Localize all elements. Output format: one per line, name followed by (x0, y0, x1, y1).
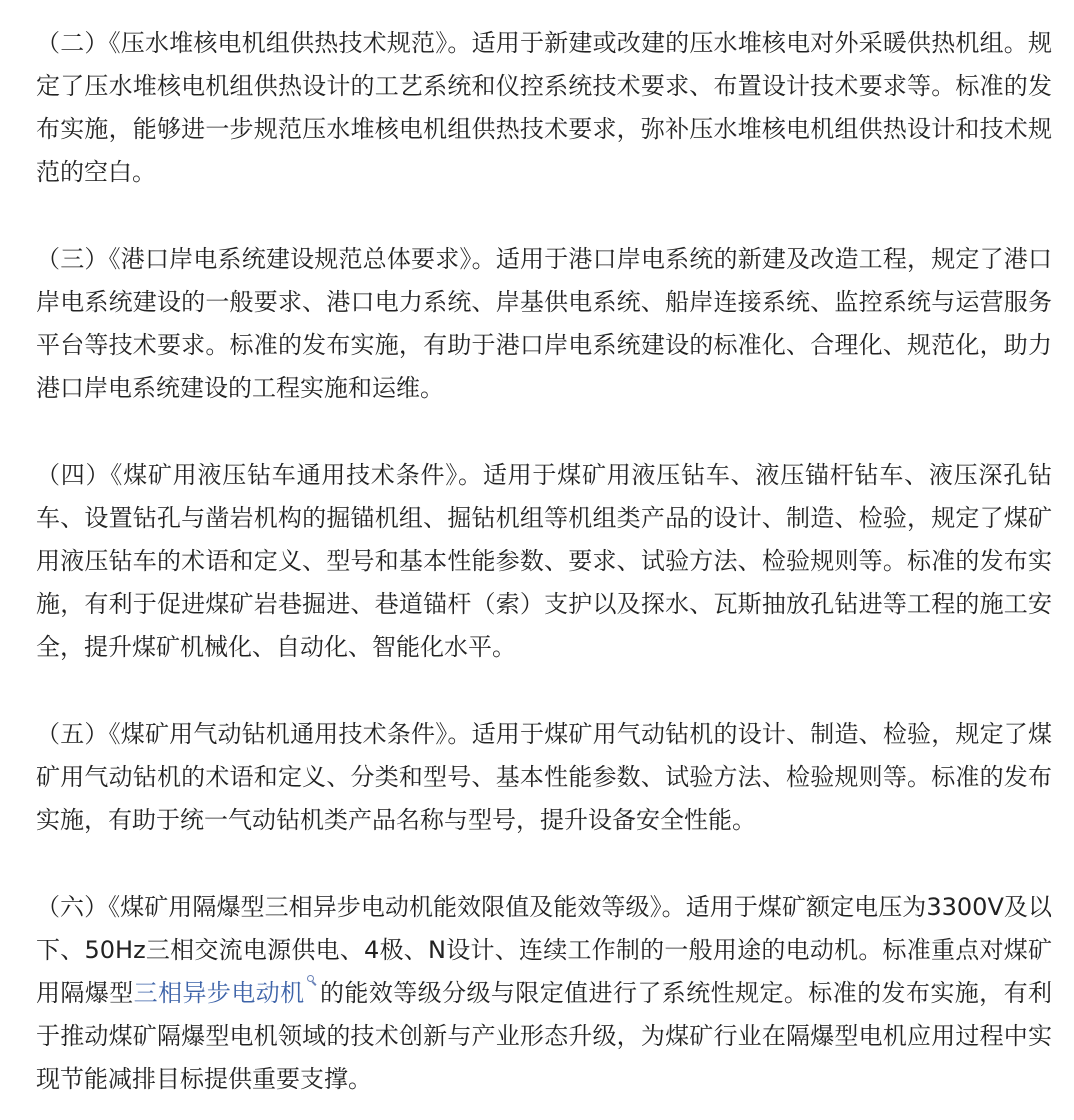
paragraph-standard-3: （三）《港口岸电系统建设规范总体要求》。适用于港口岸电系统的新建及改造工程，规定了港口岸电系统建设的一般要求、港口电力系统、岸基供电系统、船岸连接系统、监控系统与运营服务平台等技术要求。标准的发布实施，有助于港口岸电系统建设的标准化、合理化、规范化，助力港口岸电系统建设的工程实施和运维。 (36, 245, 1052, 402)
paragraph-standard-6 (36, 886, 1052, 1101)
paragraph-text-after-link: 的能效等级分级与限定值进行了系统性规定。标准的发布实施，有利于推动煤矿隔爆型电机领域的技术创新与产业形态升级，为煤矿行业在隔爆型电机应用过程中实现节能减排目标提供重要支撑。 (36, 979, 1053, 1093)
paragraph-standard-5: （五）《煤矿用气动钻机通用技术条件》。适用于煤矿用气动钻机的设计、制造、检验，规定了煤矿用气动钻机的术语和定义、分类和型号、基本性能参数、试验方法、检验规则等。标准的发布实施，有助于统一气动钻机类产品名称与型号，提升设备安全性能。 (36, 720, 1052, 834)
search-keyword-link-label[interactable]: 三相异步电动机 (133, 979, 305, 1007)
search-keyword-link[interactable] (134, 979, 320, 1007)
paragraph-standard-4: （四）《煤矿用液压钻车通用技术条件》。适用于煤矿用液压钻车、液压锚杆钻车、液压深孔钻车、设置钻孔与凿岩机构的掘锚机组、掘钻机组等机组类产品的设计、制造、检验，规定了煤矿用液压钻车的术语和定义、型号和基本性能参数、要求、试验方法、检验规则等。标准的发布实施，有利于促进煤矿岩巷掘进、巷道锚杆（索）支护以及探水、瓦斯抽放孔钻进等工程的施工安全，提升煤矿机械化、自动化、智能化水平。 (36, 461, 1052, 661)
article-body (36, 22, 1052, 1101)
search-icon[interactable] (307, 975, 318, 987)
paragraph-standard-2: （二）《压水堆核电机组供热技术规范》。适用于新建或改建的压水堆核电对外采暖供热机组。规定了压水堆核电机组供热设计的工艺系统和仪控系统技术要求、布置设计技术要求等。标准的发布实施，能够进一步规范压水堆核电机组供热技术要求，弥补压水堆核电机组供热设计和技术规范的空白。 (36, 29, 1052, 186)
paragraph-text-before-link: （六）《煤矿用隔爆型三相异步电动机能效限值及能效等级》。适用于煤矿额定电压为3300V及以下、50Hz三相交流电源供电、4极、N设计、连续工作制的一般用途的电动机。标准重点对煤矿用隔爆型 (36, 893, 1052, 1007)
